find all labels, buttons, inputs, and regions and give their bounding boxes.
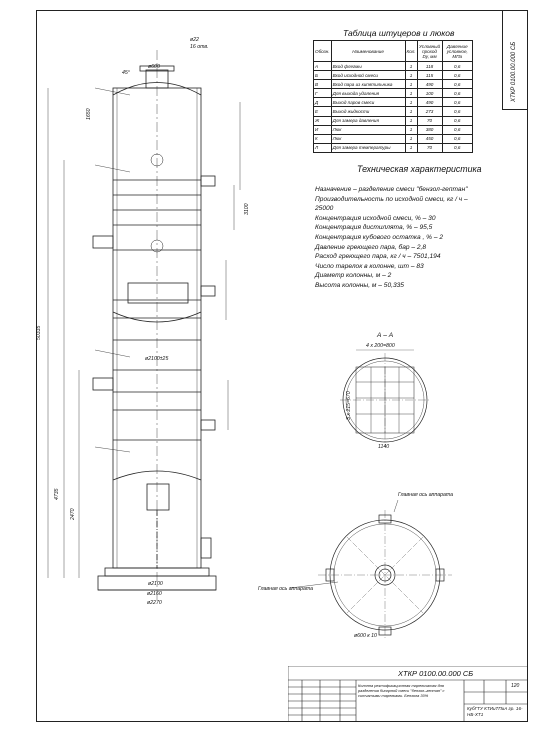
nozzle-table-cell: 490 — [417, 98, 442, 107]
nozzle-table — [313, 40, 473, 153]
nozzle-table-cell: 0,6 — [442, 71, 473, 80]
nozzle-table-cell: 0,6 — [442, 107, 473, 116]
title-block-sheet: 120 — [511, 683, 520, 689]
tech-spec-line: Диаметр колонны, м – 2 — [315, 272, 392, 280]
nozzle-table-cell: 118 — [417, 62, 442, 71]
nozzle-table-cell: 273 — [417, 107, 442, 116]
tech-spec-line: Производительность по исходной смеси, кг / ч – — [315, 195, 468, 203]
nozzle-table-row — [314, 143, 473, 152]
plan-main-axis-label: Главная ось аппарата — [258, 586, 314, 592]
nozzle-table-cell: Выход паров смеси — [331, 98, 405, 107]
nozzle-table-cell: 0,6 — [442, 80, 473, 89]
nozzle-table-cell: 1 — [405, 125, 417, 134]
nozzle-table-cell: 1 — [405, 134, 417, 143]
pipe-top-holes: 16 отв. — [190, 44, 209, 50]
plan-dim: ø600 к 10 — [354, 633, 377, 639]
nozzle-table-row — [314, 62, 473, 71]
title-block-org: КубГТУ КТИиТПиА гр. 16-НБ-ХТ1 — [467, 706, 523, 717]
dim-bottom-d2: ø2160 — [147, 591, 162, 597]
nozzle-table-cell: 0,6 — [442, 62, 473, 71]
nozzle-table-cell: Д — [314, 98, 332, 107]
header-designation: Обозн. — [314, 41, 332, 62]
section-dim-3: 1140 — [378, 444, 390, 450]
title-block — [288, 666, 528, 722]
nozzle-table-row — [314, 71, 473, 80]
nozzle-table-cell: 70 — [417, 116, 442, 125]
header-pressure: Давление условное, МПа — [442, 41, 473, 62]
vertical-doc-code: ХТКР 0100.00.000 СБ — [511, 41, 517, 102]
plan-axis-label-2: Главная ось аппарата — [398, 492, 454, 498]
nozzle-table-cell: 380 — [417, 125, 442, 134]
nozzle-table-cell: Вход пара из кипятильника — [331, 80, 405, 89]
dim-bottom-d3: ø2270 — [147, 600, 162, 606]
nozzle-table-cell: К — [314, 134, 332, 143]
dim-h2: 3100 — [244, 203, 250, 215]
nozzle-table-row — [314, 89, 473, 98]
nozzle-table-cell: 0,6 — [442, 116, 473, 125]
tech-spec-line: Концентрация дистиллята, % – 95,5 — [315, 224, 433, 232]
nozzle-table-cell: 0,6 — [442, 134, 473, 143]
nozzle-table-cell: 1 — [405, 80, 417, 89]
nozzle-table-header — [314, 41, 473, 62]
nozzle-table-cell: Для выхода удаления — [331, 89, 405, 98]
nozzle-table-row — [314, 98, 473, 107]
nozzle-table-cell: 1 — [405, 143, 417, 152]
nozzle-table-cell: 0,6 — [442, 143, 473, 152]
nozzle-table-cell: Люк — [331, 134, 405, 143]
dim-h3: 4735 — [54, 488, 60, 500]
nozzle-table-row — [314, 80, 473, 89]
nozzle-table-cell: 70 — [417, 143, 442, 152]
tech-spec-line: 25000 — [315, 205, 334, 213]
nozzle-table-cell: Ж — [314, 116, 332, 125]
tech-spec-line: Концентрация исходной смеси, % – 30 — [315, 214, 436, 222]
title-block-code: ХТКР 0100.00.000 СБ — [398, 669, 474, 678]
dim-height-total: 50335 — [36, 325, 42, 340]
nozzle-table-cell: В — [314, 80, 332, 89]
nozzle-table-cell: Г — [314, 89, 332, 98]
angle-label: 45° — [122, 70, 130, 76]
tech-spec-line: Концентрация кубового остатка , % – 2 — [315, 233, 444, 241]
plan-view — [290, 500, 452, 640]
nozzle-table-cell: 115 — [417, 71, 442, 80]
nozzle-table-cell: 1 — [405, 62, 417, 71]
nozzle-table-cell: Вход исходной смеси — [331, 71, 405, 80]
nozzle-table-cell: Л — [314, 143, 332, 152]
nozzle-table-cell: Для замера температуры — [331, 143, 405, 152]
nozzle-table-row — [314, 116, 473, 125]
nozzle-table-cell: Люк — [331, 125, 405, 134]
nozzle-table-cell: 1 — [405, 107, 417, 116]
dim-mid-diameter: ø2100±25 — [145, 356, 169, 362]
header-diameter: Условный проход Dу, мм — [417, 41, 442, 62]
tech-spec-line: Давление греющего пара, бар – 2,8 — [315, 243, 427, 251]
dim-h1: 1650 — [86, 108, 92, 120]
nozzle-table-title: Таблица штуцеров и люков — [343, 28, 455, 38]
nozzle-table-row — [314, 134, 473, 143]
header-name: Наименование — [331, 41, 405, 62]
nozzle-table-cell: А — [314, 62, 332, 71]
dim-bottom-d1: ø2100 — [148, 581, 163, 587]
nozzle-table-cell: 450 — [417, 134, 442, 143]
pipe-top-label: ø22 — [190, 37, 199, 43]
section-aa — [340, 350, 430, 447]
nozzle-table-row — [314, 107, 473, 116]
nozzle-table-cell: Б — [314, 71, 332, 80]
title-block-description: Колонна ректификационная тарельчатая для разделения бинарной смеси "бензол–гептан" с ситчатыми тарелками. Бензола 30% — [358, 683, 445, 698]
nozzle-table-cell: 490 — [417, 80, 442, 89]
tech-spec-list — [315, 185, 500, 291]
nozzle-table-cell: Е — [314, 107, 332, 116]
nozzle-table-cell: Вход флегмы — [331, 62, 405, 71]
nozzle-table-cell: 1 — [405, 98, 417, 107]
tech-spec-line: Расход греющего пара, кг / ч – 7501,194 — [315, 253, 441, 261]
tech-spec-line: Число тарелок в колонне, шт – 83 — [315, 262, 424, 270]
nozzle-table-cell: 0,6 — [442, 98, 473, 107]
nozzle-table-row — [314, 125, 473, 134]
nozzle-table-cell: 1 — [405, 89, 417, 98]
nozzle-table-cell: Выход жидкости — [331, 107, 405, 116]
nozzle-table-cell: 0,6 — [442, 125, 473, 134]
section-aa-label: А – А — [377, 332, 394, 339]
nozzle-table-cell: Для замера давления — [331, 116, 405, 125]
nozzle-table-cell: 100 — [417, 89, 442, 98]
tech-spec-line: Высота колонны, м – 50,335 — [315, 281, 404, 289]
header-qty: Кол. — [405, 41, 417, 62]
tech-spec-title: Техническая характеристика — [357, 164, 482, 174]
nozzle-table-cell: 0,6 — [442, 89, 473, 98]
section-dim-2: 3 x 215=670 — [346, 391, 352, 420]
dim-top-diameter: ø600 — [148, 64, 160, 70]
dim-h4: 2470 — [70, 508, 76, 520]
section-dim-1: 4 x 200=800 — [366, 343, 395, 349]
nozzle-table-cell: 1 — [405, 116, 417, 125]
nozzle-table-cell: И — [314, 125, 332, 134]
nozzle-table-cell: 1 — [405, 71, 417, 80]
tech-spec-line: Назначение – разделение смеси "бензол-гептан" — [315, 186, 468, 193]
